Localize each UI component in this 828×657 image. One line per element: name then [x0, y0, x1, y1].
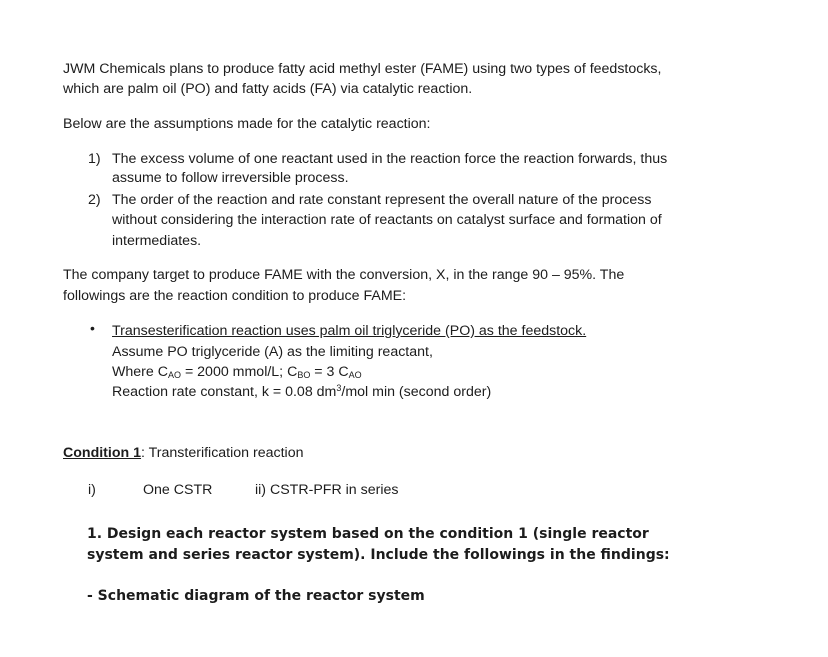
target-line-2: followings are the reaction condition to produce FAME: — [63, 288, 407, 304]
option-1-text: One CSTR — [143, 482, 213, 498]
assumption-2-number: 2) — [88, 192, 101, 208]
cao2-subscript: AO — [348, 370, 362, 380]
bullet-concentrations — [112, 362, 362, 382]
cao-subscript: AO — [167, 370, 181, 380]
where-prefix: Where C — [112, 364, 168, 380]
rate-constant — [112, 382, 491, 402]
assumption-1-number: 1) — [88, 151, 101, 167]
rate-prefix: Reaction rate constant, k = 0.08 dm — [112, 384, 337, 400]
bullet-line-2: Assume PO triglyceride (A) as the limiting reactant, — [112, 344, 433, 360]
condition-label: Condition 1 — [63, 445, 142, 461]
cbo-subscript: BO — [297, 370, 311, 380]
condition-line — [63, 443, 303, 463]
intro-line-2: which are palm oil (PO) and fatty acids (FA) via catalytic reaction. — [63, 81, 473, 97]
assumption-1-line-1: The excess volume of one reactant used in the reaction force the reaction forwards, thus — [112, 151, 668, 167]
assumption-2-line-3: intermediates. — [112, 233, 202, 249]
bullet-title: Transesterification reaction uses palm oil triglyceride (PO) as the feedstock. — [112, 323, 587, 339]
assumptions-heading: Below are the assumptions made for the catalytic reaction: — [63, 116, 431, 132]
condition-text: : Transterification reaction — [141, 445, 304, 461]
question-line-1: 1. Design each reactor system based on the condition 1 (single reactor — [87, 526, 649, 542]
question-line-2: system and series reactor system). Include the followings in the findings: — [87, 547, 670, 563]
rate-suffix: /mol min (second order) — [341, 384, 492, 400]
rate-superscript: 3 — [336, 383, 342, 393]
bullet-marker: • — [90, 320, 95, 336]
cbo-value: = 3 C — [310, 364, 349, 380]
target-line-1: The company target to produce FAME with the conversion, X, in the range 90 – 95%. The — [63, 267, 625, 283]
option-2-text: ii) CSTR-PFR in series — [255, 482, 399, 498]
assumption-2-line-1: The order of the reaction and rate constant represent the overall nature of the process — [112, 192, 652, 208]
assumption-2-line-2: without considering the interaction rate of reactants on catalyst surface and formation of — [112, 212, 662, 228]
question-item: - Schematic diagram of the reactor system — [87, 588, 425, 604]
assumption-1-line-2: assume to follow irreversible process. — [112, 170, 349, 186]
intro-line-1: JWM Chemicals plans to produce fatty acid methyl ester (FAME) using two types of feedstocks, — [63, 61, 662, 77]
cao-value: = 2000 mmol/L; C — [181, 364, 298, 380]
option-1-number: i) — [88, 482, 96, 498]
